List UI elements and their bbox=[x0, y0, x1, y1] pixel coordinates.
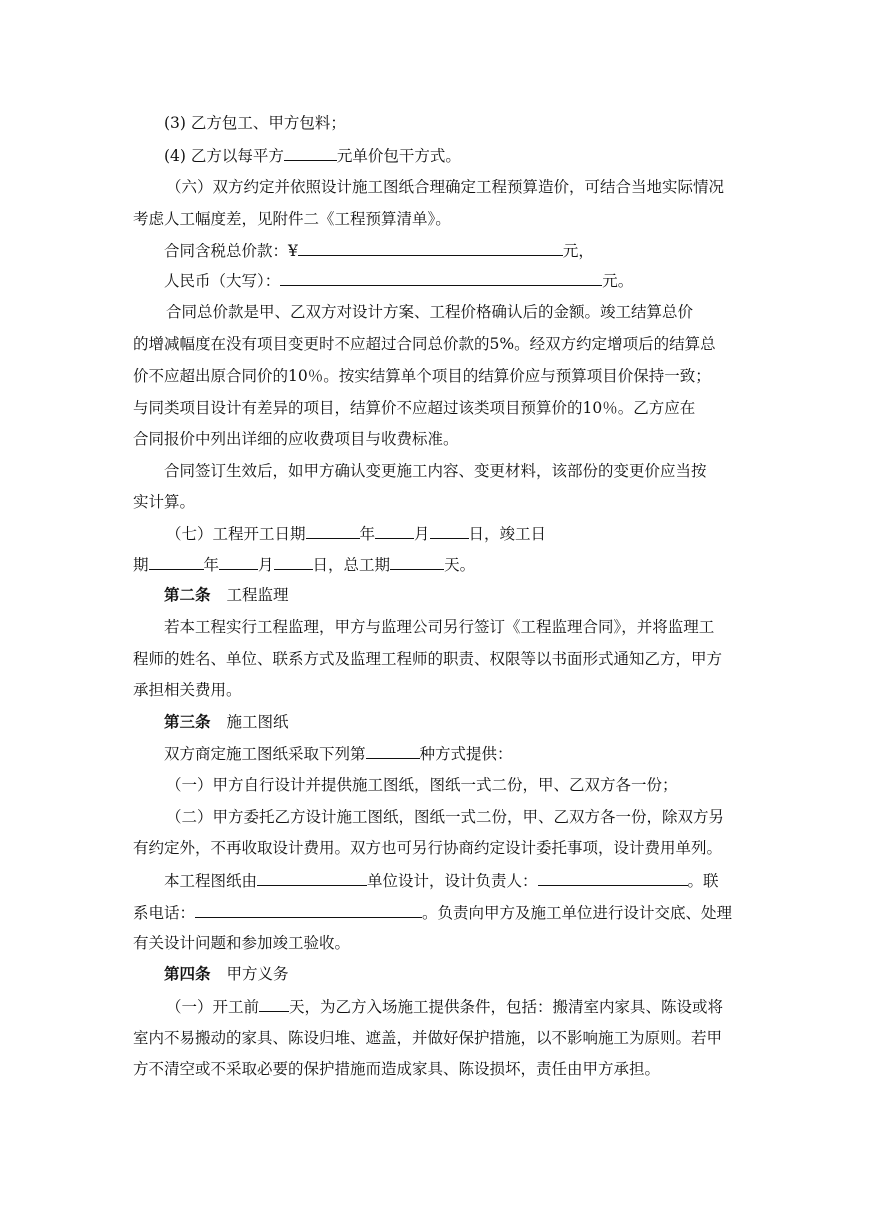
article-3-title: 施工图纸 bbox=[226, 713, 289, 731]
contact-phone-label: 系电话： bbox=[133, 904, 196, 922]
change-para-text-2: 实计算。 bbox=[133, 493, 196, 511]
design-unit-blank bbox=[257, 870, 367, 886]
article-4-title: 甲方义务 bbox=[226, 965, 289, 983]
contact-phone-blank bbox=[195, 902, 422, 918]
end-month-unit: 月 bbox=[258, 556, 274, 574]
drawing-method-suffix: 种方式提供： bbox=[419, 745, 513, 763]
price-para-line-2 bbox=[133, 334, 716, 354]
price-para-line-4 bbox=[133, 398, 695, 418]
party-a-duty-text-3: 方不清空或不采取必要的保护措施而造成家具、陈设损坏，责任由甲方承担。 bbox=[133, 1060, 661, 1078]
option-2-text-1: （二）甲方委托乙方设计施工图纸，图纸一式二份，甲、乙双方各一份，除双方另 bbox=[166, 808, 725, 826]
contact-label-start: 。联 bbox=[687, 872, 719, 890]
price-para-text-3: 价不应超出原合同价的10％。按实结算单个项目的结算价应与预算项目价保持一致； bbox=[133, 367, 711, 385]
total-price-line bbox=[164, 240, 594, 261]
end-day-blank bbox=[274, 554, 313, 570]
start-year-blank bbox=[306, 523, 360, 539]
drawing-method-label: 双方商定施工图纸采取下列第 bbox=[164, 745, 366, 763]
price-para-line-1 bbox=[166, 302, 693, 322]
price-para-line-5 bbox=[133, 429, 459, 449]
start-date-label: （七）工程开工日期 bbox=[166, 525, 306, 543]
option-1-line bbox=[166, 775, 678, 795]
total-price-label: 合同含税总价款：¥ bbox=[164, 242, 298, 260]
party-a-duty-line-3 bbox=[133, 1059, 660, 1079]
days-before-blank bbox=[259, 996, 289, 1012]
design-lead-label: 单位设计，设计负责人： bbox=[367, 872, 538, 890]
article-4-number: 第四条 bbox=[164, 964, 211, 983]
party-a-duty-line-2 bbox=[133, 1028, 722, 1048]
para-6-line-1 bbox=[166, 177, 724, 197]
supervision-line-3 bbox=[133, 680, 242, 700]
designer-duty-text: 。负责向甲方及施工单位进行设计交底、处理 bbox=[422, 904, 733, 922]
price-para-text-5: 合同报价中列出详细的应收费项目与收费标准。 bbox=[133, 430, 459, 448]
start-day-blank bbox=[430, 523, 469, 539]
option-2-text-2: 有约定外，不再收取设计费用。双方也可另行协商约定设计委托事项，设计费用单列。 bbox=[133, 839, 723, 857]
designer-line-3 bbox=[133, 933, 350, 953]
rmb-uppercase-line bbox=[164, 270, 633, 291]
price-para-text-4: 与同类项目设计有差异的项目，结算价不应超过该类项目预算价的10％。乙方应在 bbox=[133, 399, 696, 417]
item-4-text-a: (4) 乙方以每平方 bbox=[164, 147, 284, 165]
start-year-unit: 年 bbox=[359, 525, 376, 543]
end-year-unit: 年 bbox=[203, 556, 220, 574]
change-para-text-1: 合同签订生效后，如甲方确认变更施工内容、变更材料，该部份的变更价应当按 bbox=[164, 462, 707, 480]
price-per-sqm-blank bbox=[284, 145, 337, 161]
price-para-line-3 bbox=[133, 366, 711, 386]
item-4 bbox=[164, 145, 461, 166]
rmb-uppercase-unit: 元。 bbox=[602, 272, 634, 290]
designer-line-1 bbox=[164, 870, 719, 891]
article-2-title: 工程监理 bbox=[226, 586, 289, 604]
para-6-text-2: 考虑人工幅度差，见附件二《工程预算清单》。 bbox=[133, 210, 451, 228]
article-4-heading bbox=[164, 964, 289, 984]
drawing-method-blank bbox=[366, 743, 420, 759]
change-para-line-2 bbox=[133, 492, 195, 512]
price-para-text-2: 的增减幅度在没有项目变更时不应超过合同总价款的5%。经双方约定增项后的结算总 bbox=[133, 335, 716, 353]
article-3-number: 第三条 bbox=[164, 712, 211, 731]
schedule-line-2 bbox=[133, 554, 475, 575]
party-a-duty-text-2: 室内不易搬动的家具、陈设归堆、遮盖，并做好保护措施，以不影响施工为原则。若甲 bbox=[133, 1029, 723, 1047]
supervision-text-2: 程师的姓名、单位、联系方式及监理工程师的职责、权限等以书面形式通知乙方，甲方 bbox=[133, 650, 723, 668]
design-lead-blank bbox=[538, 870, 688, 886]
article-2-heading bbox=[164, 585, 289, 605]
supervision-text-3: 承担相关费用。 bbox=[133, 681, 242, 699]
para-6-text-1: （六）双方约定并依照设计施工图纸合理确定工程预算造价，可结合当地实际情况 bbox=[166, 178, 725, 196]
option-2-line-1 bbox=[166, 807, 724, 827]
end-year-blank bbox=[149, 554, 204, 570]
item-3 bbox=[164, 113, 346, 133]
designer-duty-text-2: 有关设计问题和参加竣工验收。 bbox=[133, 934, 351, 952]
price-para-text-1: 合同总价款是甲、乙双方对设计方案、工程价格确认后的金额。竣工结算总价 bbox=[166, 303, 694, 321]
completion-date-label-end: 期 bbox=[133, 556, 149, 574]
start-month-unit: 月 bbox=[414, 525, 430, 543]
total-period-unit: 天。 bbox=[444, 556, 476, 574]
design-unit-label: 本工程图纸由 bbox=[164, 872, 258, 890]
article-2-number: 第二条 bbox=[164, 585, 211, 604]
supervision-line-1 bbox=[164, 617, 714, 637]
article-3-heading bbox=[164, 712, 289, 732]
end-month-blank bbox=[219, 554, 258, 570]
item-4-text-b: 元单价包干方式。 bbox=[336, 147, 461, 165]
para-6-line-2 bbox=[133, 209, 451, 229]
schedule-line-1 bbox=[166, 523, 546, 544]
rmb-uppercase-label: 人民币（大写）： bbox=[164, 272, 281, 290]
start-month-blank bbox=[375, 523, 414, 539]
supervision-text-1: 若本工程实行工程监理，甲方与监理公司另行签订《工程监理合同》，并将监理工 bbox=[164, 618, 715, 636]
days-before-label: （一）开工前 bbox=[166, 998, 260, 1016]
total-period-blank bbox=[390, 554, 444, 570]
completion-date-label: 日，竣工日 bbox=[468, 525, 547, 543]
supervision-line-2 bbox=[133, 649, 722, 669]
option-1-text: （一）甲方自行设计并提供施工图纸，图纸一式二份，甲、乙双方各一份； bbox=[166, 776, 678, 794]
option-2-line-2 bbox=[133, 838, 722, 858]
total-price-blank bbox=[298, 240, 563, 256]
rmb-uppercase-blank bbox=[280, 270, 602, 286]
party-a-duty-text-1: 天，为乙方入场施工提供条件，包括：搬清室内家具、陈设或将 bbox=[289, 998, 724, 1016]
designer-line-2 bbox=[133, 902, 732, 923]
party-a-duty-line-1 bbox=[166, 996, 723, 1017]
drawing-method-line bbox=[164, 743, 513, 764]
total-period-label: 日，总工期 bbox=[312, 556, 391, 574]
change-para-line-1 bbox=[164, 461, 707, 481]
item-3-text: (3) 乙方包工、甲方包料； bbox=[164, 114, 346, 132]
total-price-unit: 元， bbox=[562, 242, 594, 260]
